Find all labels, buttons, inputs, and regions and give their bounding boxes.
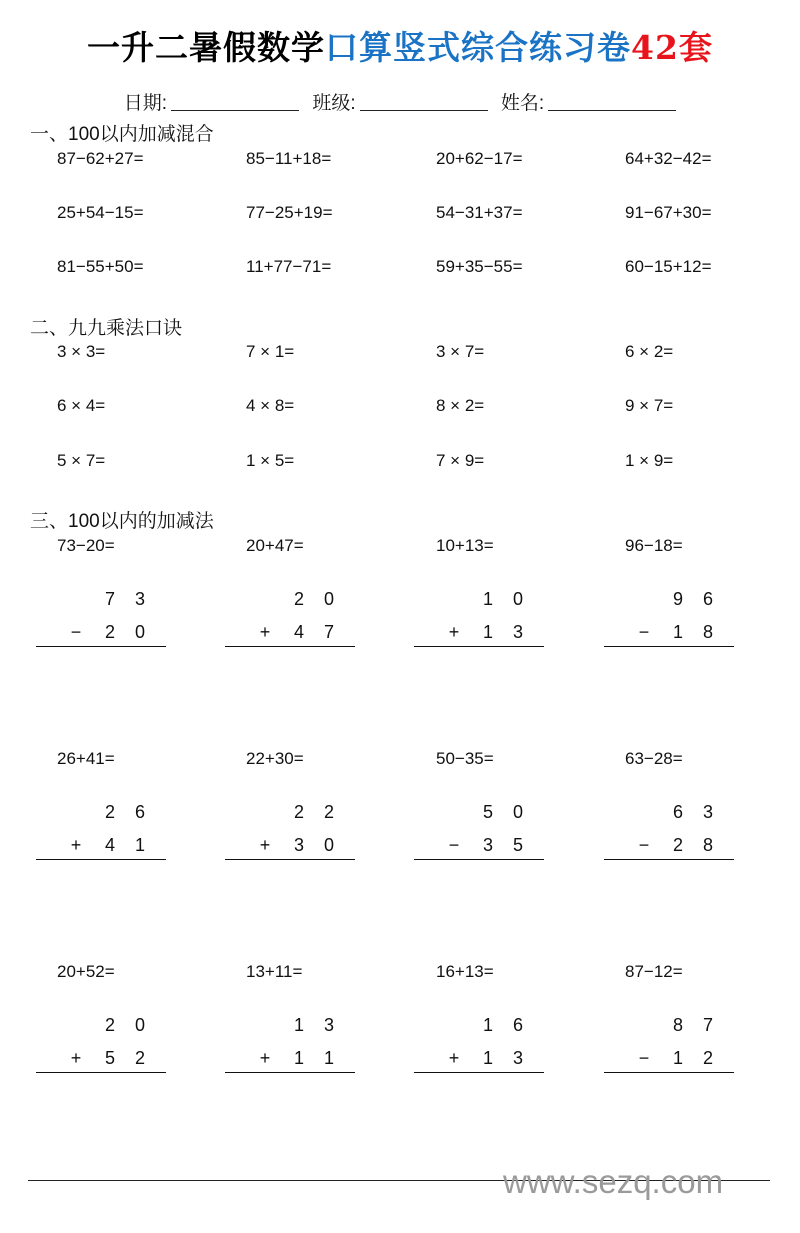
section-heading-mixed-add-sub: 一、100以内加减混合 — [30, 124, 214, 145]
digit: 6 — [702, 589, 713, 609]
problem: 59+35−55= — [436, 257, 523, 276]
digit: 8 — [702, 622, 713, 642]
problem-expression: 20+47= — [246, 536, 304, 555]
vertical-calculation — [36, 802, 166, 862]
digit: 3 — [512, 1048, 523, 1068]
problem: 77−25+19= — [246, 203, 333, 222]
answer-line — [604, 859, 734, 860]
vertical-calculation — [414, 802, 544, 862]
title-part-set-count: 42套 — [631, 28, 713, 67]
answer-line — [604, 646, 734, 647]
digit: 1 — [293, 1048, 304, 1068]
digit: 1 — [482, 1048, 493, 1068]
digit: 8 — [702, 835, 713, 855]
digit: 6 — [512, 1015, 523, 1035]
operator-sign: + — [259, 622, 271, 642]
title-part-grade: 一升二暑假数学 — [87, 28, 326, 67]
worksheet-title — [0, 22, 800, 69]
problem-expression: 87−12= — [625, 962, 683, 981]
date-label: 日期: — [123, 93, 168, 114]
digit: 2 — [293, 802, 304, 822]
vertical-calculation — [225, 802, 355, 862]
problem: 1 × 5= — [246, 451, 295, 470]
digit: 1 — [134, 835, 145, 855]
student-info-row — [0, 88, 800, 115]
vertical-calculation — [604, 589, 734, 649]
digit: 0 — [134, 622, 145, 642]
answer-line — [225, 859, 355, 860]
vertical-calculation — [36, 1015, 166, 1075]
digit: 7 — [702, 1015, 713, 1035]
problem: 7 × 1= — [246, 342, 295, 361]
digit: 8 — [672, 1015, 683, 1035]
digit: 3 — [323, 1015, 334, 1035]
operator-sign: − — [638, 835, 650, 855]
digit: 2 — [104, 802, 115, 822]
answer-line — [36, 1072, 166, 1073]
vertical-calculation — [604, 802, 734, 862]
answer-line — [414, 1072, 544, 1073]
digit: 4 — [104, 835, 115, 855]
operator-sign: + — [448, 1048, 460, 1068]
problem: 8 × 2= — [436, 396, 485, 415]
problem-expression: 22+30= — [246, 749, 304, 768]
problem: 87−62+27= — [57, 149, 144, 168]
problem: 60−15+12= — [625, 257, 712, 276]
problem: 9 × 7= — [625, 396, 674, 415]
vertical-calculation — [225, 1015, 355, 1075]
operator-sign: − — [70, 622, 82, 642]
answer-line — [414, 646, 544, 647]
operator-sign: + — [259, 835, 271, 855]
digit: 0 — [323, 835, 334, 855]
class-blank[interactable] — [360, 94, 488, 111]
digit: 1 — [293, 1015, 304, 1035]
answer-line — [604, 1072, 734, 1073]
digit: 9 — [672, 589, 683, 609]
problem: 1 × 9= — [625, 451, 674, 470]
digit: 3 — [134, 589, 145, 609]
problem: 54−31+37= — [436, 203, 523, 222]
digit: 4 — [293, 622, 304, 642]
digit: 1 — [672, 1048, 683, 1068]
vertical-calculation — [225, 589, 355, 649]
digit: 3 — [293, 835, 304, 855]
problem: 25+54−15= — [57, 203, 144, 222]
date-blank[interactable] — [171, 94, 299, 111]
digit: 3 — [512, 622, 523, 642]
operator-sign: + — [259, 1048, 271, 1068]
problem: 20+62−17= — [436, 149, 523, 168]
answer-line — [225, 1072, 355, 1073]
problem: 11+77−71= — [246, 257, 332, 276]
class-label: 班级: — [312, 93, 356, 114]
problem-expression: 13+11= — [246, 962, 303, 981]
vertical-calculation — [604, 1015, 734, 1075]
digit: 1 — [482, 1015, 493, 1035]
problem: 91−67+30= — [625, 203, 712, 222]
answer-line — [36, 646, 166, 647]
problem-expression: 50−35= — [436, 749, 494, 768]
title-part-subject: 口算竖式综合练习卷 — [325, 28, 632, 67]
digit: 1 — [482, 589, 493, 609]
digit: 5 — [512, 835, 523, 855]
digit: 2 — [323, 802, 334, 822]
operator-sign: − — [448, 835, 460, 855]
watermark: www.sezq.com — [503, 1163, 724, 1200]
digit: 2 — [702, 1048, 713, 1068]
problem: 6 × 4= — [57, 396, 106, 415]
name-label: 姓名: — [500, 93, 545, 114]
digit: 2 — [104, 622, 115, 642]
problem: 81−55+50= — [57, 257, 144, 276]
digit: 7 — [323, 622, 334, 642]
problem: 3 × 3= — [57, 342, 106, 361]
problem: 5 × 7= — [57, 451, 106, 470]
problem-expression: 10+13= — [436, 536, 494, 555]
vertical-calculation — [36, 589, 166, 649]
digit: 0 — [323, 589, 334, 609]
digit: 5 — [104, 1048, 115, 1068]
operator-sign: − — [638, 1048, 650, 1068]
digit: 6 — [134, 802, 145, 822]
section-heading-vertical-add-sub: 三、100以内的加减法 — [30, 511, 214, 532]
digit: 0 — [134, 1015, 145, 1035]
problem-expression: 73−20= — [57, 536, 115, 555]
digit: 1 — [482, 622, 493, 642]
digit: 2 — [104, 1015, 115, 1035]
operator-sign: − — [638, 622, 650, 642]
problem: 64+32−42= — [625, 149, 712, 168]
operator-sign: + — [448, 622, 460, 642]
digit: 6 — [672, 802, 683, 822]
digit: 7 — [104, 589, 115, 609]
problem-expression: 63−28= — [625, 749, 683, 768]
digit: 3 — [702, 802, 713, 822]
section-heading-multiplication: 二、九九乘法口诀 — [30, 318, 183, 339]
digit: 5 — [482, 802, 493, 822]
answer-line — [225, 646, 355, 647]
digit: 0 — [512, 589, 523, 609]
vertical-calculation — [414, 1015, 544, 1075]
operator-sign: + — [70, 1048, 82, 1068]
problem-expression: 16+13= — [436, 962, 494, 981]
problem: 85−11+18= — [246, 149, 332, 168]
digit: 2 — [134, 1048, 145, 1068]
digit: 1 — [672, 622, 683, 642]
problem: 7 × 9= — [436, 451, 485, 470]
digit: 2 — [672, 835, 683, 855]
problem: 3 × 7= — [436, 342, 485, 361]
digit: 3 — [482, 835, 493, 855]
operator-sign: + — [70, 835, 82, 855]
answer-line — [414, 859, 544, 860]
vertical-calculation — [414, 589, 544, 649]
problem: 4 × 8= — [246, 396, 295, 415]
problem-expression: 26+41= — [57, 749, 115, 768]
digit: 2 — [293, 589, 304, 609]
digit: 0 — [512, 802, 523, 822]
name-blank[interactable] — [548, 94, 676, 111]
problem-expression: 20+52= — [57, 962, 115, 981]
problem: 6 × 2= — [625, 342, 674, 361]
problem-expression: 96−18= — [625, 536, 683, 555]
answer-line — [36, 859, 166, 860]
digit: 1 — [323, 1048, 334, 1068]
